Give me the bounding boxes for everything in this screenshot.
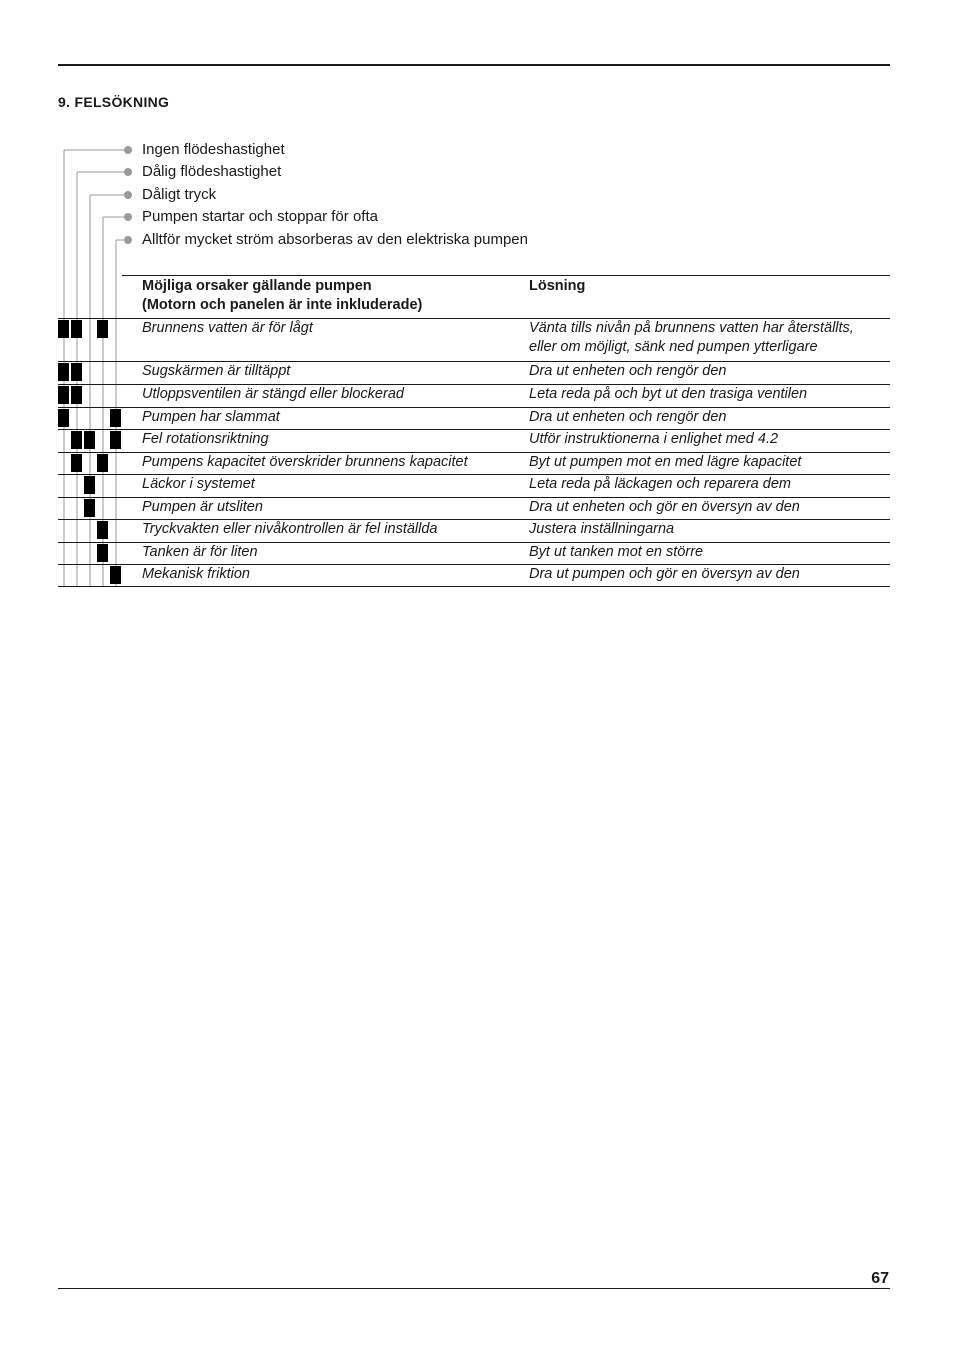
- symptom-mark: [58, 320, 69, 338]
- symptom-mark: [97, 454, 108, 472]
- symptom-label: Dåligt tryck: [142, 186, 217, 203]
- solution-cell: Dra ut enheten och rengör den: [529, 363, 727, 379]
- symptom-mark: [71, 454, 82, 472]
- solution-cell: Leta reda på läckagen och reparera dem: [529, 476, 791, 492]
- symptom-label: Dålig flödeshastighet: [142, 163, 282, 180]
- header-cause-line1: Möjliga orsaker gällande pumpen: [142, 278, 372, 294]
- cause-cell: Fel rotationsriktning: [142, 431, 269, 447]
- symptom-mark: [71, 320, 82, 338]
- solution-cell: Dra ut enheten och rengör den: [529, 409, 727, 425]
- symptom-label: Alltför mycket ström absorberas av den elektriska pumpen: [142, 231, 528, 248]
- symptom-mark: [71, 386, 82, 404]
- cause-cell: Pumpen är utsliten: [142, 499, 263, 515]
- solution-cell: Leta reda på och byt ut den trasiga ventilen: [529, 386, 808, 402]
- bullet-dot: [124, 168, 132, 176]
- symptom-mark: [84, 431, 95, 449]
- cause-cell: Läckor i systemet: [142, 476, 255, 492]
- cause-cell: Pumpens kapacitet överskrider brunnens kapacitet: [142, 454, 468, 470]
- cause-cell: Mekanisk friktion: [142, 566, 250, 582]
- cause-cell: Utloppsventilen är stängd eller blockerad: [142, 386, 404, 402]
- solution-cell: Justera inställningarna: [529, 521, 675, 537]
- cause-cell: Brunnens vatten är för lågt: [142, 320, 313, 336]
- header-cause-line2: (Motorn och panelen är inte inkluderade): [142, 297, 423, 313]
- cause-cell: Sugskärmen är tilltäppt: [142, 363, 291, 379]
- bullet-dot: [124, 213, 132, 221]
- solution-cell: Dra ut enheten och gör en översyn av den: [529, 499, 800, 515]
- solution-cell: Byt ut tanken mot en större: [529, 544, 704, 560]
- symptom-label: Ingen flödeshastighet: [142, 141, 285, 158]
- symptom-mark: [84, 476, 95, 494]
- table-top-rule: [122, 275, 890, 276]
- page-number: 67: [871, 1270, 889, 1287]
- solution-cell: Dra ut pumpen och gör en översyn av den: [529, 566, 800, 582]
- symptom-mark: [97, 544, 108, 562]
- solution-cell: Utför instruktionerna i enlighet med 4.2: [529, 431, 779, 447]
- bullet-dot: [124, 191, 132, 199]
- symptom-mark: [97, 320, 108, 338]
- cause-cell: Tryckvakten eller nivåkontrollen är fel inställda: [142, 521, 438, 537]
- symptom-label: Pumpen startar och stoppar för ofta: [142, 208, 378, 225]
- symptom-mark: [58, 386, 69, 404]
- symptom-mark: [84, 499, 95, 517]
- section-title: 9. FELSÖKNING: [58, 94, 170, 110]
- cause-cell: Pumpen har slammat: [142, 409, 280, 425]
- symptom-mark: [97, 521, 108, 539]
- symptom-mark: [110, 431, 121, 449]
- table-bottom-rule: [58, 586, 890, 587]
- header-solution: Lösning: [529, 278, 586, 294]
- bullet-dot: [124, 236, 132, 244]
- solution-cell: Vänta tills nivån på brunnens vatten har återställts,: [529, 320, 854, 336]
- symptom-mark: [71, 431, 82, 449]
- bottom-rule: [58, 1288, 890, 1289]
- cause-cell: Tanken är för liten: [142, 544, 258, 560]
- solution-cell-line2: eller om möjligt, sänk ned pumpen ytterligare: [529, 339, 818, 355]
- bullet-dot: [124, 146, 132, 154]
- symptom-mark: [110, 566, 121, 584]
- solution-cell: Byt ut pumpen mot en med lägre kapacitet: [529, 454, 802, 470]
- symptom-mark: [71, 363, 82, 381]
- symptom-mark: [110, 409, 121, 427]
- symptom-mark: [58, 409, 69, 427]
- top-rule: [58, 64, 890, 66]
- symptom-mark: [58, 363, 69, 381]
